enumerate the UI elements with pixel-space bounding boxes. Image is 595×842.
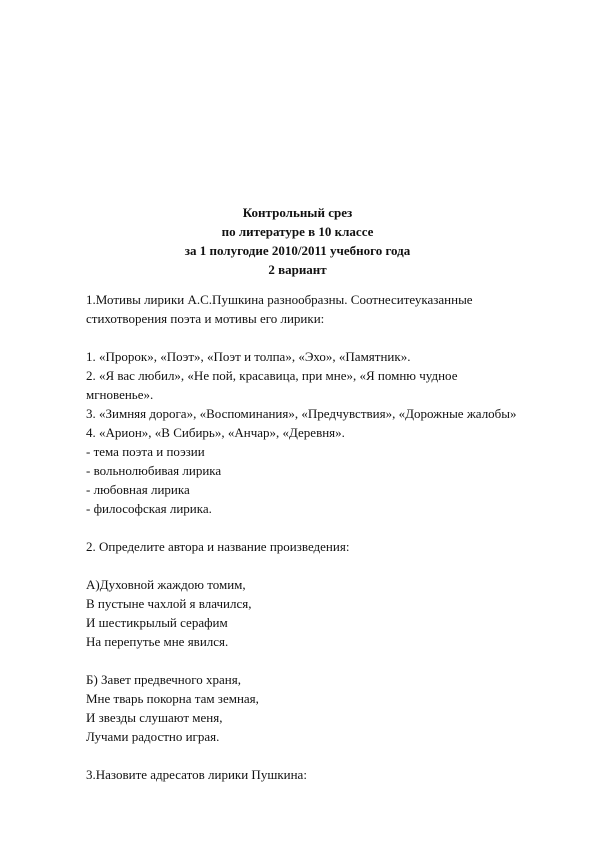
question-2-text: 2. Определите автора и название произведения: (86, 539, 350, 554)
verse-b-line: Мне тварь покорна там земная, (86, 691, 259, 706)
motif-item: - философская лирика. (86, 501, 212, 516)
header-variant: 2 вариант (268, 262, 327, 277)
motif-item: - любовная лирика (86, 482, 190, 497)
poem-group-4: 4. «Арион», «В Сибирь», «Анчар», «Деревня». (86, 425, 345, 440)
header-title: Контрольный срез (242, 205, 353, 220)
motif-item: - вольнолюбивая лирика (86, 463, 222, 478)
document-header (0, 203, 595, 279)
poem-group-1: 1. «Пророк», «Поэт», «Поэт и толпа», «Эхо», «Памятник». (86, 349, 411, 364)
header-subject: по литературе в 10 классе (221, 224, 374, 239)
verse-a-line: А)Духовной жаждою томим, (86, 577, 246, 592)
question-1-text: 1.Мотивы лирики А.С.Пушкина разнообразны. Соотнеситеуказанные (86, 292, 473, 307)
verse-a-line: В пустыне чахлой я влачился, (86, 596, 252, 611)
verse-b-line: Б) Завет предвечного храня, (86, 672, 241, 687)
poem-group-2: 2. «Я вас любил», «Не пой, красавица, при мне», «Я помню чудное (86, 368, 458, 383)
verse-b-line: И звезды слушают меня, (86, 710, 223, 725)
poem-group-2-cont: мгновенье». (86, 387, 154, 402)
question-1-text-cont: стихотворения поэта и мотивы его лирики: (86, 311, 325, 326)
header-period: за 1 полугодие 2010/2011 учебного года (184, 243, 411, 258)
question-3-text: 3.Назовите адресатов лирики Пушкина: (86, 767, 307, 782)
verse-b-line: Лучами радостно играя. (86, 729, 220, 744)
verse-a-line: И шестикрылый серафим (86, 615, 228, 630)
document-body (86, 290, 556, 784)
poem-group-3: 3. «Зимняя дорога», «Воспоминания», «Предчувствия», «Дорожные жалобы» (86, 406, 517, 421)
verse-a-line: На перепутье мне явился. (86, 634, 229, 649)
motif-item: - тема поэта и поэзии (86, 444, 205, 459)
